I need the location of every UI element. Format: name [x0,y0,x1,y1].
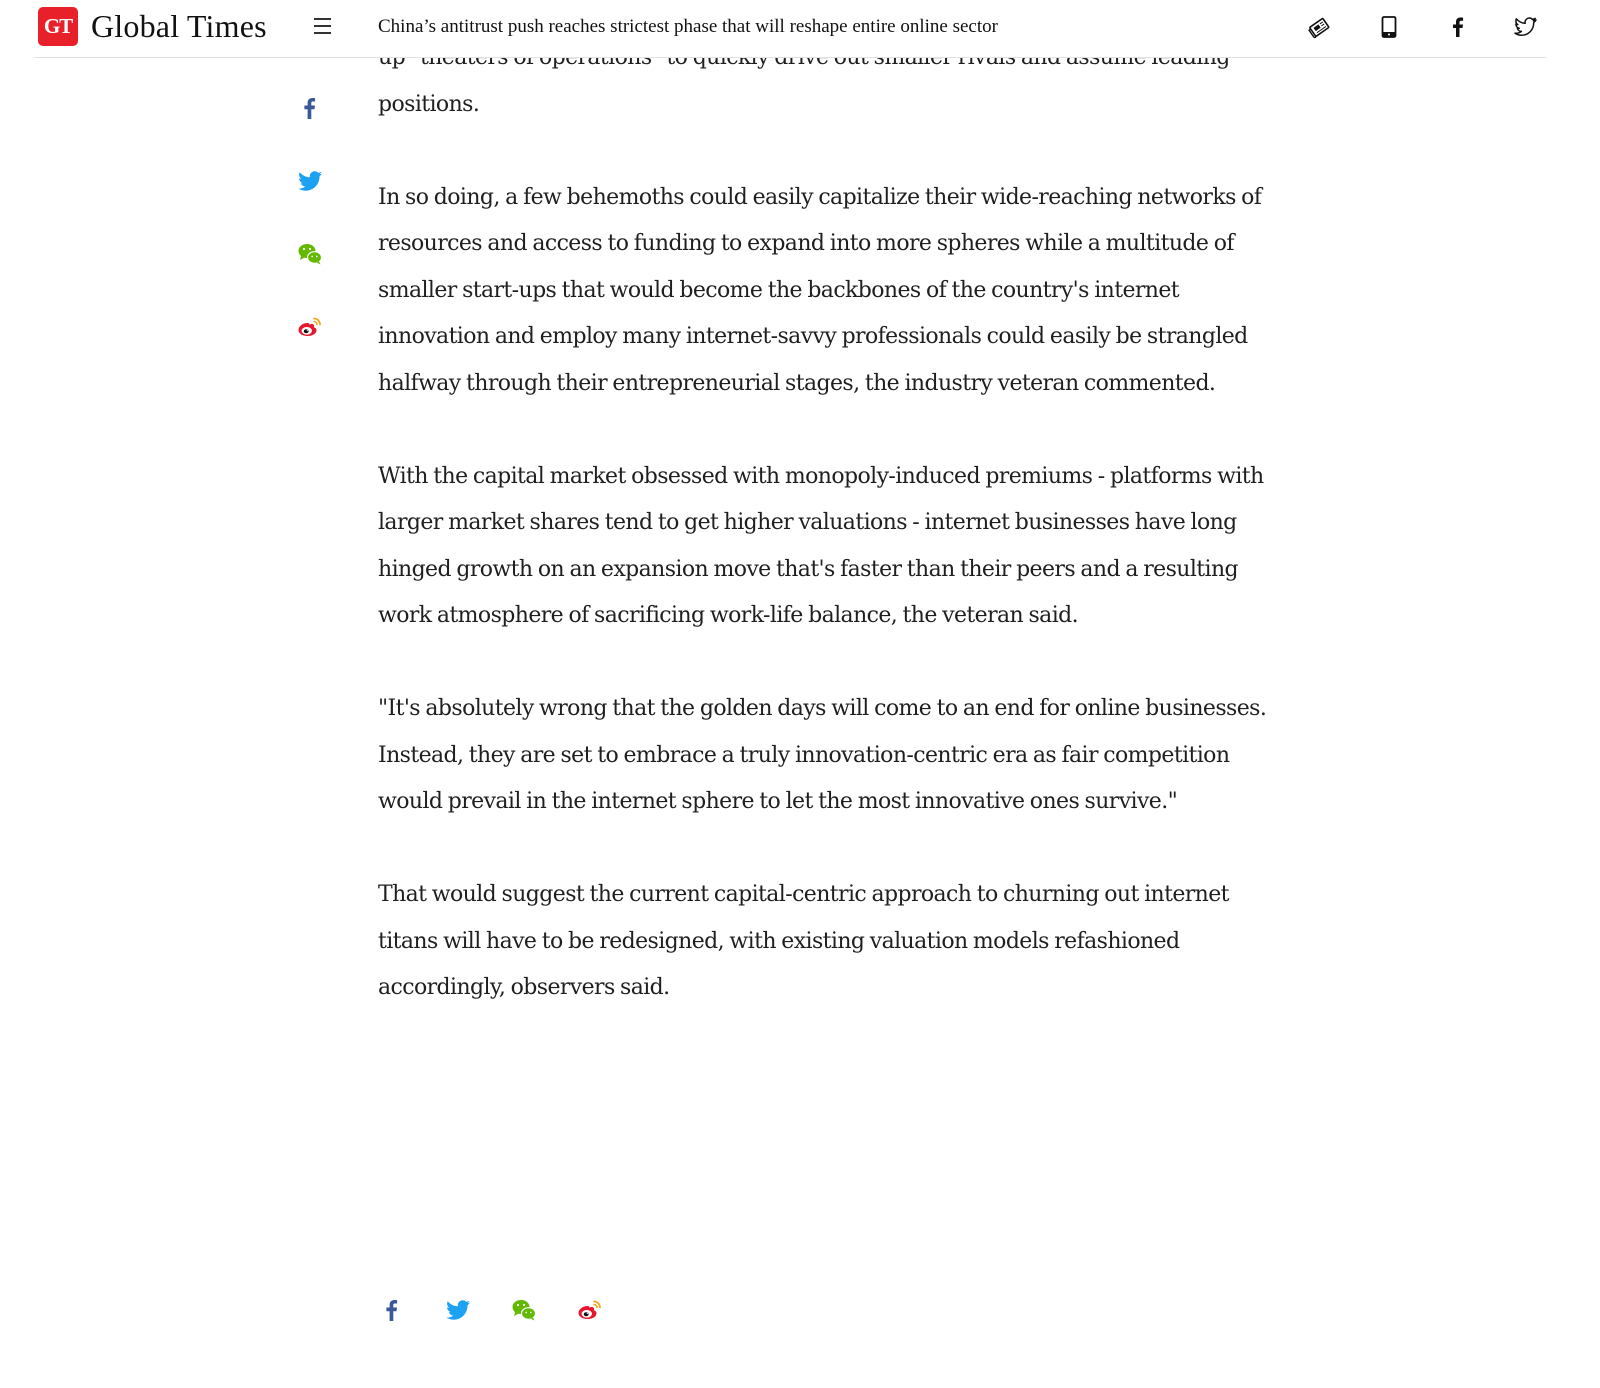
article-paragraph: "It's absolutely wrong that the golden days will come to an end for online businesses. Instead, they are set to embrace a truly innovation-centric era as fair competition would prevail in the internet sphere to let the most innovative ones survive." [378,696,1267,814]
article-body [378,35,1288,1058]
article-paragraph: In so doing, a few behemoths could easily capitalize their wide-reaching networks of resources and access to funding to expand into more spheres while a multitude of smaller start-ups that would become the backbones of the country's internet innovation and employ many internet-savvy professionals could easily be strangled halfway through their entrepreneurial stages, the industry veteran commented. [378,184,1262,396]
weibo-share-icon[interactable] [296,313,324,341]
twitter-icon[interactable] [1514,14,1540,40]
bottom-share-bar [378,1296,604,1324]
twitter-share-icon[interactable] [296,167,324,195]
mobile-icon[interactable] [1376,14,1402,40]
wechat-share-icon[interactable] [510,1296,538,1324]
facebook-share-icon[interactable] [378,1296,406,1324]
newspaper-icon[interactable] [1306,14,1332,40]
article-title: China’s antitrust push reaches strictest phase that will reshape entire online sector [378,16,998,37]
header-divider [34,57,1546,58]
facebook-share-icon[interactable] [296,94,324,122]
article-paragraph: With the capital market obsessed with monopoly-induced premiums - platforms with larger market shares tend to get higher valuations - internet businesses have long hinged growth on an expansion move that's faster than their peers and a resulting work atmosphere of sacrificing work-life balance, the veteran said. [378,463,1264,628]
hamburger-menu-icon[interactable] [314,18,331,34]
side-share-bar [296,94,324,386]
logo-text[interactable]: Global Times [91,8,267,44]
twitter-share-icon[interactable] [444,1296,472,1324]
site-header [0,0,1600,57]
article-paragraph: That would suggest the current capital-centric approach to churning out internet titans will have to be redesigned, with existing valuation models refashioned accordingly, observers said. [378,882,1229,1000]
facebook-icon[interactable] [1445,14,1471,40]
logo-badge[interactable]: GT [38,7,78,46]
weibo-share-icon[interactable] [576,1296,604,1324]
wechat-share-icon[interactable] [296,240,324,268]
article-paragraph: positions. [378,91,480,117]
